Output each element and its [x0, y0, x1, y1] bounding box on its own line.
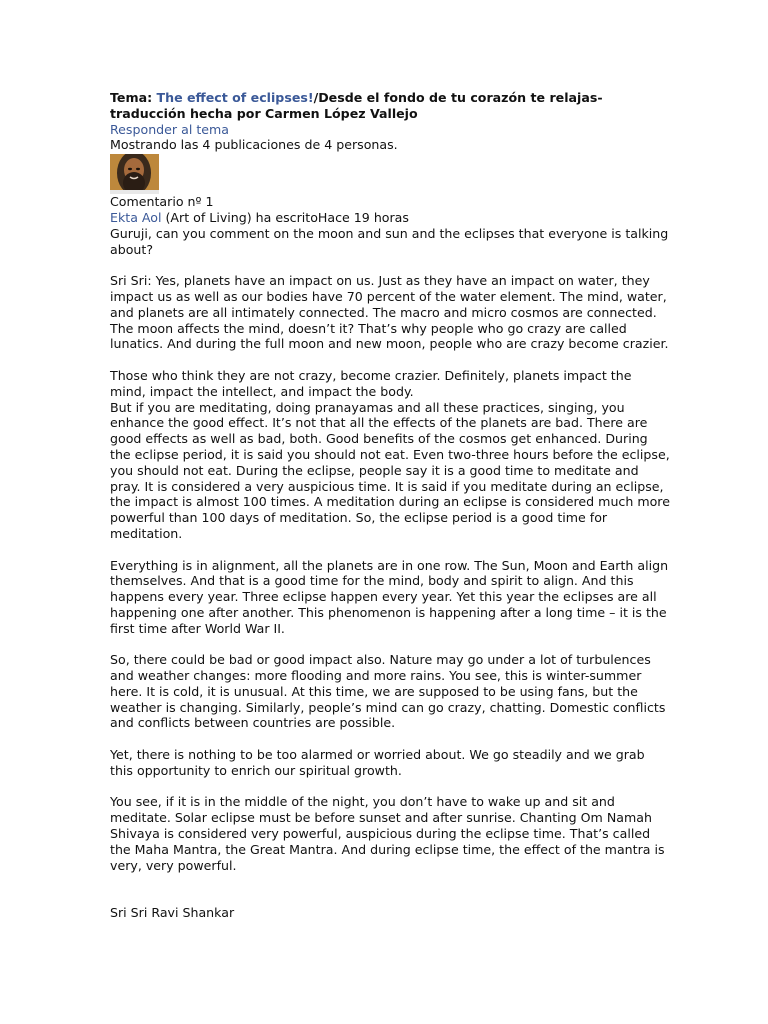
tema-label: Tema: [110, 90, 157, 105]
topic-title [110, 90, 670, 122]
comment-paragraph: You see, if it is in the middle of the night, you don’t have to wake up and sit and meditate. Solar eclipse must be before sunset and after sunrise. Chanting Om Namah Shivaya is considered very powerful, auspicious during the eclipse time. That’s called the Maha Mantra, the Great Mantra. And during eclipse time, the effect of the mantra is very, very powerful. [110, 794, 665, 873]
showing-posts-text: Mostrando las 4 publicaciones de 4 personas. [110, 137, 398, 153]
comment-paragraph: But if you are meditating, doing pranayamas and all these practices, singing, you enhance the good effect. It’s not that all the effects of the planets are bad. There are good effects as well as bad, both. Good benefits of the cosmos get enhanced. During the eclipse period, it is said you should not eat. Even two-three hours before the eclipse, you should not eat. During the eclipse, people say it is a good time to meditate and pray. It is considered a very auspicious time. It is said if you meditate during an eclipse, the impact is almost 100 times. A meditation during an eclipse is considered much more powerful than 100 days of meditation. So, the eclipse period is a good time for meditation. [110, 399, 670, 541]
reply-topic-link[interactable]: Responder al tema [110, 121, 229, 137]
comment-paragraph: Everything is in alignment, all the planets are in one row. The Sun, Moon and Earth align themselves. And that is a good time for the mind, body and spirit to align. And this happens every year. Three eclipse happen every year. Yet this year the eclipses are all happening one after another. This phenomenon is happening after a long time – it is the first time after World War II. [110, 557, 669, 636]
comment-question: Guruji, can you comment on the moon and sun and the eclipses that everyone is talking about? [110, 225, 669, 257]
comment-paragraph: So, there could be bad or good impact also. Nature may go under a lot of turbulences and weather changes: more flooding and more rains. You see, this is winter-summer here. It is cold, it is unusual. At this time, we are supposed to be using fans, but the weather is changing. Similarly, people’s mind can go crazy, chatting. Domestic conflicts and conflicts between countries are possible. [110, 652, 666, 731]
signature: Sri Sri Ravi Shankar [110, 905, 235, 921]
comment-paragraph: Sri Sri: Yes, planets have an impact on us. Just as they have an impact on water, they impact us as well as our bodies have 70 percent of the water element. The mind, water, and planets are all intimately connected. The macro and micro cosmos are connected. The moon affects the mind, doesn’t it? That’s why people who go crazy are called lunatics. And during the full moon and new moon, people who are crazy become crazier. [110, 273, 669, 352]
author-meta: (Art of Living) ha escritoHace 19 horas [161, 209, 409, 225]
author-avatar[interactable] [110, 154, 159, 194]
comment-paragraph: Yet, there is nothing to be too alarmed or worried about. We go steadily and we grab this opportunity to enrich our spiritual growth. [110, 747, 645, 778]
author-avatar-image [110, 154, 159, 194]
author-link[interactable]: Ekta Aol [110, 209, 162, 225]
comment-paragraph: Those who think they are not crazy, become crazier. Definitely, planets impact the mind, impact the intellect, and impact the body. [110, 367, 632, 399]
topic-link[interactable]: The effect of eclipses! [156, 90, 314, 105]
topic-subtitle: /Desde el fondo de tu corazón te relajas-traducción hecha por Carmen López Vallejo [110, 90, 603, 121]
comment-author-line [110, 210, 670, 226]
post-page [110, 90, 670, 921]
comment-number: Comentario nº 1 [110, 194, 214, 210]
